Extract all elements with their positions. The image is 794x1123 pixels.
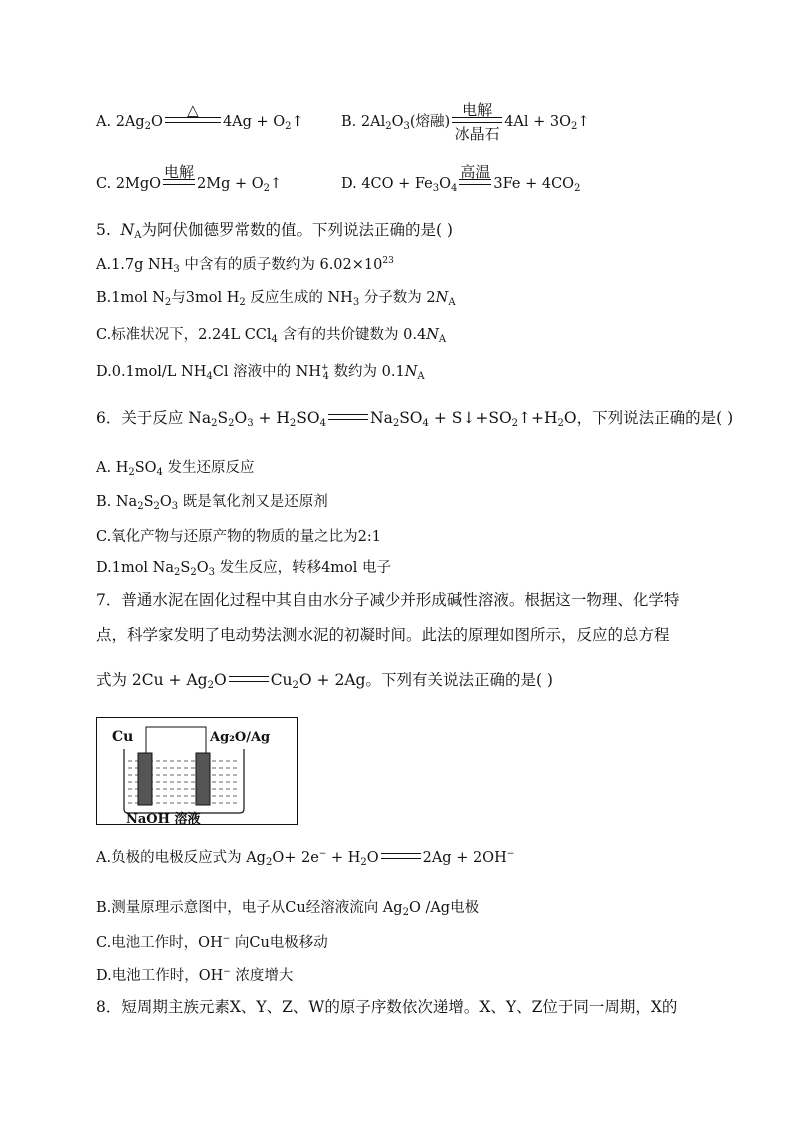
option-6c: C.氧化产物与还原产物的物质的量之比为2:1 — [96, 529, 382, 545]
option-7a: A.负极的电极反应式为 $Ag_2O+ 2e^- + H_2O$ 2Ag + 2OH− — [96, 849, 515, 868]
option-4d: D. $4CO + Fe_3O_4$ 高温 $3Fe + 4CO_2$ — [341, 163, 581, 194]
question-7-line-1: 7．普通水泥在固化过程中其自由水分子减少并形成碱性溶液。根据这一物理、化学特 — [96, 591, 680, 609]
electrochemical-cell-diagram — [96, 717, 298, 825]
question-5-stem: 5. $N_A$为阿伏伽德罗常数的值。下列说法正确的是( ) — [96, 221, 453, 241]
option-5b: B.1mol $N_2$与3mol $H_2$ 反应生成的 $NH_3$ 分子数为 $2N_A$ — [96, 290, 456, 308]
ag2o-label: Ag₂O/Ag — [210, 730, 271, 745]
ag2o-electrode — [196, 753, 210, 805]
question-7-line-2: 点，科学家发明了电动势法测水泥的初凝时间。此法的原理如图所示，反应的总方程 — [96, 626, 670, 644]
cu-label: Cu — [112, 729, 134, 745]
option-4c: C. 2MgO 电解 $2Mg + O_2↑$ — [96, 163, 283, 194]
option-6b: B. $Na_2S_2O_3$ 既是氧化剂又是还原剂 — [96, 494, 328, 512]
question-7-line-3: 式为 $2Cu + Ag_2O$ $Cu_2O + 2Ag$。下列有关说法正确的是( ) — [96, 671, 553, 691]
question-6-stem: 6．关于反应 $Na_2S_2O_3 + H_2SO_4$ $Na_2SO_4$ + $S↓+SO_2↑+H_2O$，下列说法正确的是( ) — [96, 409, 734, 429]
option-7c: C.电池工作时，OH− 向Cu电极移动 — [96, 934, 328, 951]
option-5a: A.1.7g $NH_3$ 中含有的质子数约为 $6.02\times 10^{23}$ — [96, 256, 394, 275]
option-7b: B.测量原理示意图中，电子从Cu经溶液流向 $Ag_2O$ /Ag电极 — [96, 900, 480, 918]
option-4a: A. $2Ag_2O$ △ $4Ag + O_2↑$ — [96, 101, 304, 132]
option-5d: D.0.1mol/L $NH_4Cl$ 溶液中的 $NH^+_4$ 数约为 $0.1N_A$ — [96, 363, 425, 382]
option-7d: D.电池工作时，OH− 浓度增大 — [96, 967, 294, 984]
naoh-label: NaOH 溶液 — [126, 812, 201, 825]
option-6d: D.1mol $Na_2S_2O_3$ 发生反应，转移4mol 电子 — [96, 560, 392, 578]
cu-electrode — [138, 753, 152, 805]
option-6a: A. $H_2SO_4$ 发生还原反应 — [96, 460, 255, 478]
option-4b: B. $2Al_2O_3$(熔融) 电解 冰晶石 $4Al + 3O_2↑$ — [341, 101, 590, 143]
option-5c: C.标准状况下，2.24L CCl$_4$ 含有的共价键数为 $0.4N_A$ — [96, 327, 447, 345]
question-8-line-1: 8．短周期主族元素X、Y、Z、W的原子序数依次递增。X、Y、Z位于同一周期，X的 — [96, 998, 678, 1016]
